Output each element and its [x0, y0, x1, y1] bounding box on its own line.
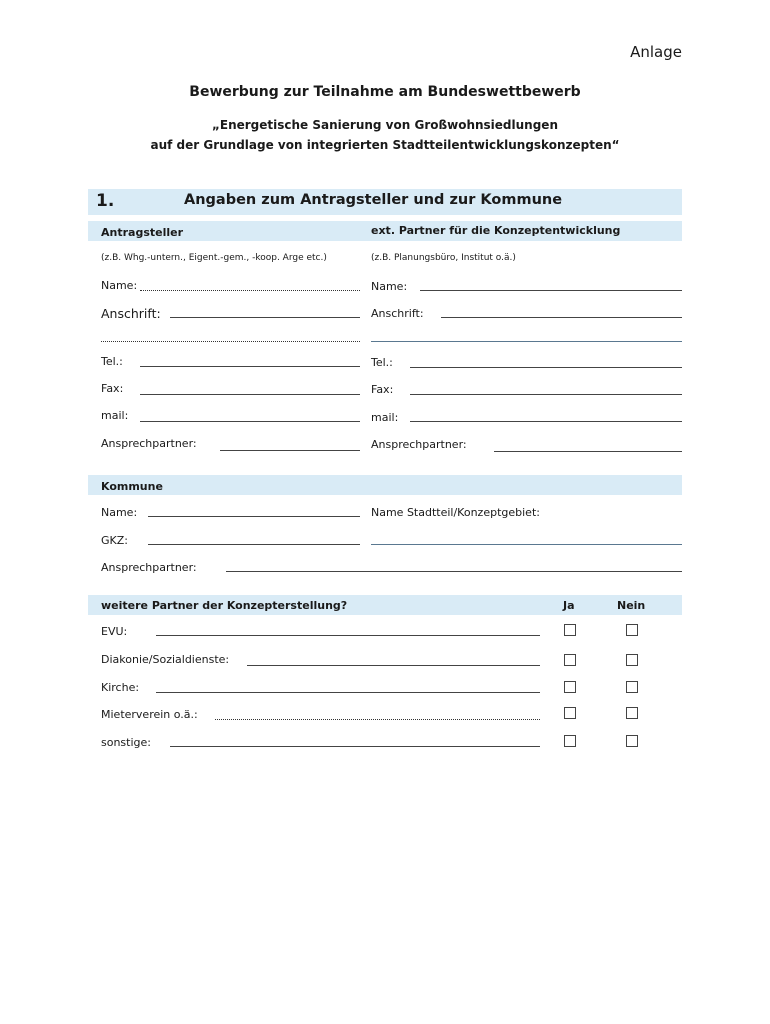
- antragsteller-heading: Antragsteller: [101, 226, 184, 239]
- section-number: 1.: [96, 191, 115, 211]
- antragsteller-tel-label: Tel.:: [101, 355, 123, 368]
- antragsteller-ansprechpartner-label: Ansprechpartner:: [101, 437, 197, 450]
- kirche-ja-checkbox[interactable]: [564, 681, 576, 693]
- partner-fax-label: Fax:: [371, 383, 394, 396]
- antragsteller-anschrift-field[interactable]: [170, 317, 360, 318]
- antragsteller-fax-field[interactable]: [140, 394, 360, 395]
- partner-mail-label: mail:: [371, 411, 399, 424]
- document-title: Bewerbung zur Teilnahme am Bundeswettbewerb: [189, 84, 581, 100]
- partner-mail-field[interactable]: [410, 421, 682, 422]
- antragsteller-fax-label: Fax:: [101, 382, 124, 395]
- partner-row-label: Mieterverein o.ä.:: [101, 708, 198, 721]
- diakonie-field[interactable]: [247, 665, 540, 666]
- sonstige-nein-checkbox[interactable]: [626, 735, 638, 747]
- partner-row-label: sonstige:: [101, 736, 151, 749]
- kommune-gkz-field[interactable]: [148, 544, 360, 545]
- partner-ansprechpartner-label: Ansprechpartner:: [371, 438, 467, 451]
- partner-row-label: EVU:: [101, 625, 128, 638]
- partner-row-label: Kirche:: [101, 681, 140, 694]
- kommune-heading: Kommune: [101, 480, 163, 493]
- partner-tel-label: Tel.:: [371, 356, 393, 369]
- partner-note: (z.B. Planungsbüro, Institut o.ä.): [371, 253, 516, 263]
- nein-column-header: Nein: [617, 599, 646, 612]
- kommune-stadtteil-field[interactable]: [371, 544, 682, 545]
- kommune-name-field[interactable]: [148, 516, 360, 517]
- mieterverein-field[interactable]: [215, 719, 540, 720]
- partner-anschrift-label: Anschrift:: [371, 307, 424, 320]
- ja-column-header: Ja: [563, 599, 575, 612]
- subtitle-line-1: „Energetische Sanierung von Großwohnsiedlungen: [212, 118, 558, 132]
- partner-anschrift-field-2[interactable]: [371, 341, 682, 342]
- antragsteller-note: (z.B. Whg.-untern., Eigent.-gem., -koop. Arge etc.): [101, 253, 327, 263]
- antragsteller-anschrift-field-2[interactable]: [101, 341, 360, 342]
- kirche-nein-checkbox[interactable]: [626, 681, 638, 693]
- antragsteller-tel-field[interactable]: [140, 366, 360, 367]
- antragsteller-mail-field[interactable]: [140, 421, 360, 422]
- kirche-field[interactable]: [156, 692, 540, 693]
- sonstige-ja-checkbox[interactable]: [564, 735, 576, 747]
- kommune-ansprechpartner-label: Ansprechpartner:: [101, 561, 197, 574]
- antragsteller-name-field[interactable]: [140, 290, 360, 291]
- mieterverein-ja-checkbox[interactable]: [564, 707, 576, 719]
- kommune-gkz-label: GKZ:: [101, 534, 128, 547]
- diakonie-ja-checkbox[interactable]: [564, 654, 576, 666]
- evu-ja-checkbox[interactable]: [564, 624, 576, 636]
- partner-heading: ext. Partner für die Konzeptentwicklung: [371, 224, 621, 237]
- kommune-name-label: Name:: [101, 506, 138, 519]
- evu-field[interactable]: [156, 635, 540, 636]
- anlage-label: Anlage: [630, 43, 682, 61]
- partner-tel-field[interactable]: [410, 367, 682, 368]
- weitere-partner-heading: weitere Partner der Konzepterstellung?: [101, 599, 348, 612]
- antragsteller-ansprechpartner-field[interactable]: [220, 450, 360, 451]
- partner-fax-field[interactable]: [410, 394, 682, 395]
- antragsteller-name-label: Name:: [101, 279, 138, 292]
- kommune-header-band: [88, 475, 682, 495]
- sonstige-field[interactable]: [170, 746, 540, 747]
- kommune-ansprechpartner-field[interactable]: [226, 571, 682, 572]
- partner-name-field[interactable]: [420, 290, 682, 291]
- antragsteller-mail-label: mail:: [101, 409, 129, 422]
- evu-nein-checkbox[interactable]: [626, 624, 638, 636]
- partner-name-label: Name:: [371, 280, 408, 293]
- partner-ansprechpartner-field[interactable]: [494, 451, 682, 452]
- subtitle-line-2: auf der Grundlage von integrierten Stadtteilentwicklungskonzepten“: [150, 138, 620, 152]
- mieterverein-nein-checkbox[interactable]: [626, 707, 638, 719]
- diakonie-nein-checkbox[interactable]: [626, 654, 638, 666]
- kommune-stadtteil-label: Name Stadtteil/Konzeptgebiet:: [371, 506, 540, 519]
- partner-row-label: Diakonie/Sozialdienste:: [101, 653, 230, 666]
- antragsteller-anschrift-label: Anschrift:: [101, 306, 161, 321]
- section-title: Angaben zum Antragsteller und zur Kommune: [184, 192, 563, 208]
- partner-anschrift-field[interactable]: [441, 317, 682, 318]
